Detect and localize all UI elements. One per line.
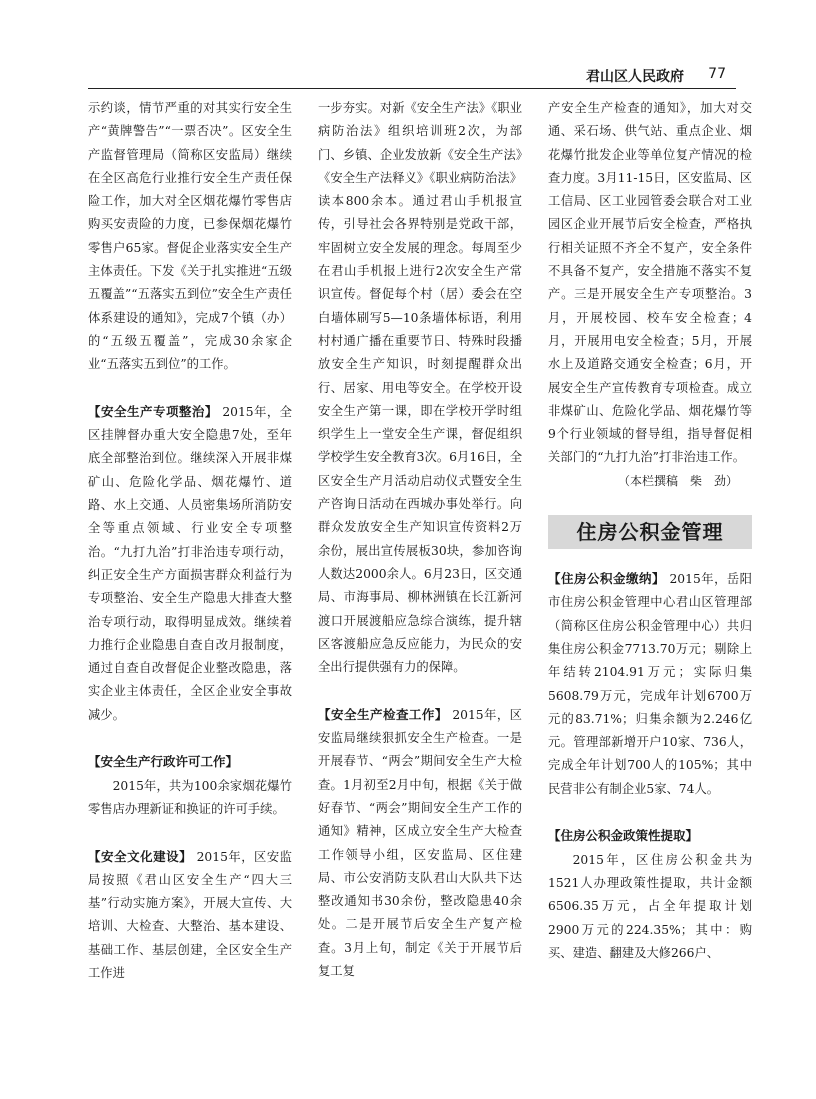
section-title: 【 住房公积金政策性提取 】 [548, 828, 698, 843]
paragraph: 一步夯实。对新《安全生产法》《职业病防治法》组织培训班2次，为部门、乡镇、企业发放新《安全生产法》《安全生产法释义》《职业病防治法》读本800余本。通过君山手机报宣传，引导社会各界特别是党政干部，牢固树立安全发展的理念。每周至少在君山手机报上进行2次安全生产常识宣传。督促每个村（居）委会在空白墙体刷写5—10条墙体标语，利用村村通广播在重要节日、特殊时段播放安全生产知识，时刻提醒群众出行、居家、用电等安全。在学校开设安全生产第一课，即在学校开学时组织学生上一堂安全生产课，督促组织学校学生安全教育3次。6月16日，全区安全生产月活动启动仪式暨安全生产咨询日活动在西城办事处举行。向群众发放安全生产知识宣传资料2万余份，展出宣传展板30块，参加咨询人数达2000余人。6月23日，区交通局、市海事局、柳林洲镇在长江新河渡口开展渡船应急综合演练，提升辖区客渡船应急反应能力，为民众的安全出行提供强有力的保障。 [318, 101, 522, 675]
paragraph: 示约谈，情节严重的对其实行安全生产“黄牌警告”“一票否决”。区安全生产监督管理局（简称区安监局）继续在全区高危行业推行安全生产责任保险工作，加大对全区烟花爆竹零售店购买安责险的力度，已参保烟花爆竹零售户65家。督促企业落实安全生产主体责任。下发《关于扎实推进“五级五覆盖”“五落实五到位”安全生产责任体系建设的通知》，完成7个镇（办）的“五级五覆盖”，完成30余家企业“五落实五到位”的工作。 [88, 101, 292, 372]
column-3 [548, 97, 752, 965]
section-title: 【 安全生产专项整治 】 [88, 404, 218, 419]
section-text: 2015年，区安监局按照《君山区安全生产“四大三基”行动实施方案》，开展大宣传、大培训、大检查、大整治、基本建设、基础工作、基层创建，全区安全生产工作进 [88, 849, 292, 980]
section-text: 2015年，区安监局继续狠抓安全生产检查。一是开展春节、“两会”期间安全生产大检查。1月初至2月中旬，根据《关于做好春节、“两会”期间安全生产工作的通知》精神，区成立安全生产大检查工作领导小组，区安监局、区住建局、市公安消防支队君山大队共下达整改通知书30余份，整改隐患40余处。二是开展节后安全生产复产检查。3月上旬，制定《关于开展节后复工复 [318, 707, 522, 978]
section-title: 【 安全文化建设 】 [88, 849, 192, 864]
page-number: 77 [708, 66, 726, 82]
section-title: 【 安全生产行政许可工作 】 [88, 754, 238, 769]
section-title: 【 住房公积金缴纳 】 [548, 571, 665, 586]
section-text: 2015年，岳阳市住房公积金管理中心君山区管理部（简称区住房公积金管理中心）共归集住房公积金7713.70万元；剔除上年结转2104.91万元；实际归集5608.79万元，完成年计划6700万元的83.71%；归集余额为2.246亿元。管理部新增开户10家、736人，完成全年计划700人的105%；其中民营非公有制企业5家、74人。 [548, 572, 752, 796]
section-safety-culture [88, 845, 292, 986]
section-admin-license [88, 750, 292, 774]
header-org: 君山区人民政府 [586, 69, 684, 85]
section-safety-rectification [88, 400, 292, 727]
section-safety-inspection [318, 703, 522, 984]
section-title: 【 安全生产检查工作 】 [318, 707, 448, 722]
page-header [88, 62, 736, 89]
column-1 [88, 97, 292, 985]
section-housing-fund-payment [548, 567, 752, 801]
byline: （本栏撰稿 柴 劲） [617, 473, 738, 488]
chapter-heading: 住房公积金管理 [548, 515, 752, 549]
paragraph: 2015年，区住房公积金共为1521人办理政策性提取，共计金额6506.35万元，占全年提取计划2900万元的224.35%；其中：购买、建造、翻建及大修266户、 [548, 852, 752, 960]
section-housing-fund-withdrawal [548, 824, 752, 848]
paragraph: 2015年，共为100余家烟花爆竹零售店办理新证和换证的许可手续。 [88, 778, 292, 816]
section-text: 2015年，全区挂牌督办重大安全隐患7处，至年底全部整治到位。继续深入开展非煤矿山、危险化学品、烟花爆竹、道路、水上交通、人员密集场所消防安全等重点领域、行业安全专项整治。“九打九治”打非治违专项行动，纠正安全生产方面损害群众利益行为专项整治、安全生产隐患大排查大整治专项行动，取得明显成效。继续着力推行企业隐患自查自改月报制度，通过自查自改督促企业整改隐患，落实企业主体责任，全区企业安全事故减少。 [88, 404, 292, 722]
column-2 [318, 97, 522, 983]
paragraph: 产安全生产检查的通知》，加大对交通、采石场、供气站、重点企业、烟花爆竹批发企业等单位复产情况的检查力度。3月11-15日，区安监局、区工信局、区工业园管委会联合对工业园区企业开展节后安全检查，严格执行相关证照不齐全不复产，安全条件不具备不复产，安全措施不落实不复产。三是开展安全生产专项整治。3月，开展校园、校车安全检查；4月，开展用电安全检查；5月，开展水上及道路交通安全检查；6月，开展安全生产宣传教育专项检查。成立非煤矿山、危险化学品、烟花爆竹等9个行业领域的督导组，指导督促相关部门的“九打九治”打非治违工作。 [548, 101, 752, 465]
